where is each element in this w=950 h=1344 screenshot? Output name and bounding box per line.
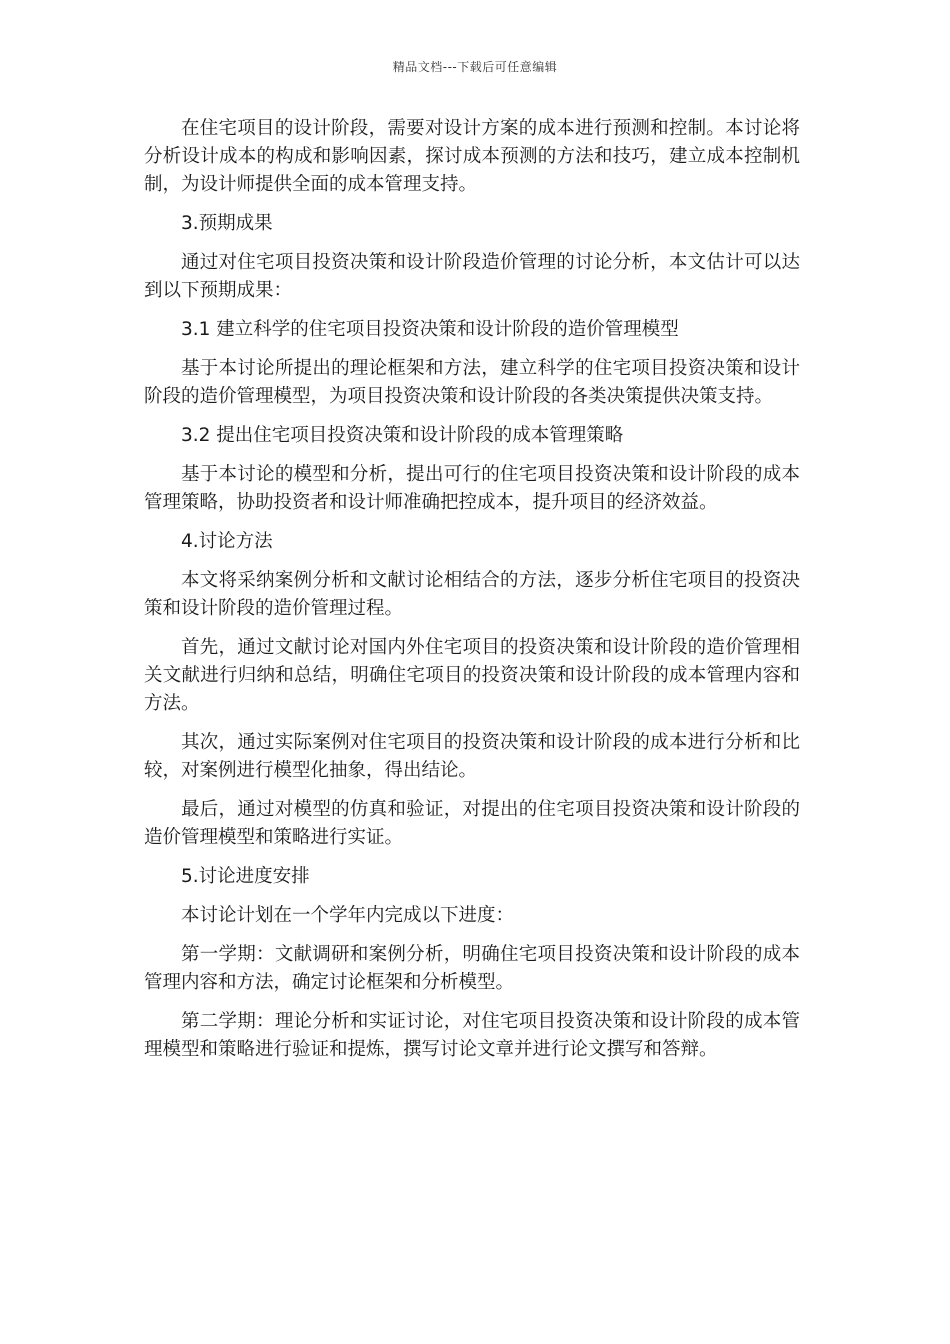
paragraph-methods-second: 其次，通过实际案例对住宅项目的投资决策和设计阶段的成本进行分析和比较，对案例进行模型化抽象，得出结论。 [144, 732, 800, 781]
paragraph-schedule-intro: 本讨论计划在一个学年内完成以下进度： [181, 905, 515, 926]
document-body [144, 115, 800, 1075]
heading-schedule: 5.讨论进度安排 [181, 866, 310, 887]
paragraph-3-2: 基于本讨论的模型和分析，提出可行的住宅项目投资决策和设计阶段的成本管理策略，协助投资者和设计师准确把控成本，提升项目的经济效益。 [144, 464, 800, 513]
paragraph-3-1: 基于本讨论所提出的理论框架和方法，建立科学的住宅项目投资决策和设计阶段的造价管理模型，为项目投资决策和设计阶段的各类决策提供决策支持。 [144, 358, 800, 407]
paragraph-expected-intro: 通过对住宅项目投资决策和设计阶段造价管理的讨论分析，本文估计可以达到以下预期成果： [144, 252, 800, 301]
heading-methods: 4.讨论方法 [181, 531, 273, 552]
paragraph-methods-intro: 本文将采纳案例分析和文献讨论相结合的方法，逐步分析住宅项目的投资决策和设计阶段的造价管理过程。 [144, 570, 800, 619]
heading-3-2: 3.2 提出住宅项目投资决策和设计阶段的成本管理策略 [181, 425, 624, 446]
paragraph-design-cost: 在住宅项目的设计阶段，需要对设计方案的成本进行预测和控制。本讨论将分析设计成本的构成和影响因素，探讨成本预测的方法和技巧，建立成本控制机制，为设计师提供全面的成本管理支持。 [144, 118, 800, 195]
heading-expected-results: 3.预期成果 [181, 213, 273, 234]
paragraph-methods-last: 最后，通过对模型的仿真和验证，对提出的住宅项目投资决策和设计阶段的造价管理模型和策略进行实证。 [144, 799, 800, 848]
paragraph-semester-two: 第二学期：理论分析和实证讨论，对住宅项目投资决策和设计阶段的成本管理模型和策略进行验证和提炼，撰写讨论文章并进行论文撰写和答辩。 [144, 1011, 800, 1060]
heading-3-1: 3.1 建立科学的住宅项目投资决策和设计阶段的造价管理模型 [181, 319, 679, 340]
paragraph-methods-first: 首先，通过文献讨论对国内外住宅项目的投资决策和设计阶段的造价管理相关文献进行归纳和总结，明确住宅项目的投资决策和设计阶段的成本管理内容和方法。 [144, 637, 800, 714]
paragraph-semester-one: 第一学期：文献调研和案例分析，明确住宅项目投资决策和设计阶段的成本管理内容和方法，确定讨论框架和分析模型。 [144, 944, 800, 993]
page-header: 精品文档---下载后可任意编辑 [392, 60, 558, 74]
